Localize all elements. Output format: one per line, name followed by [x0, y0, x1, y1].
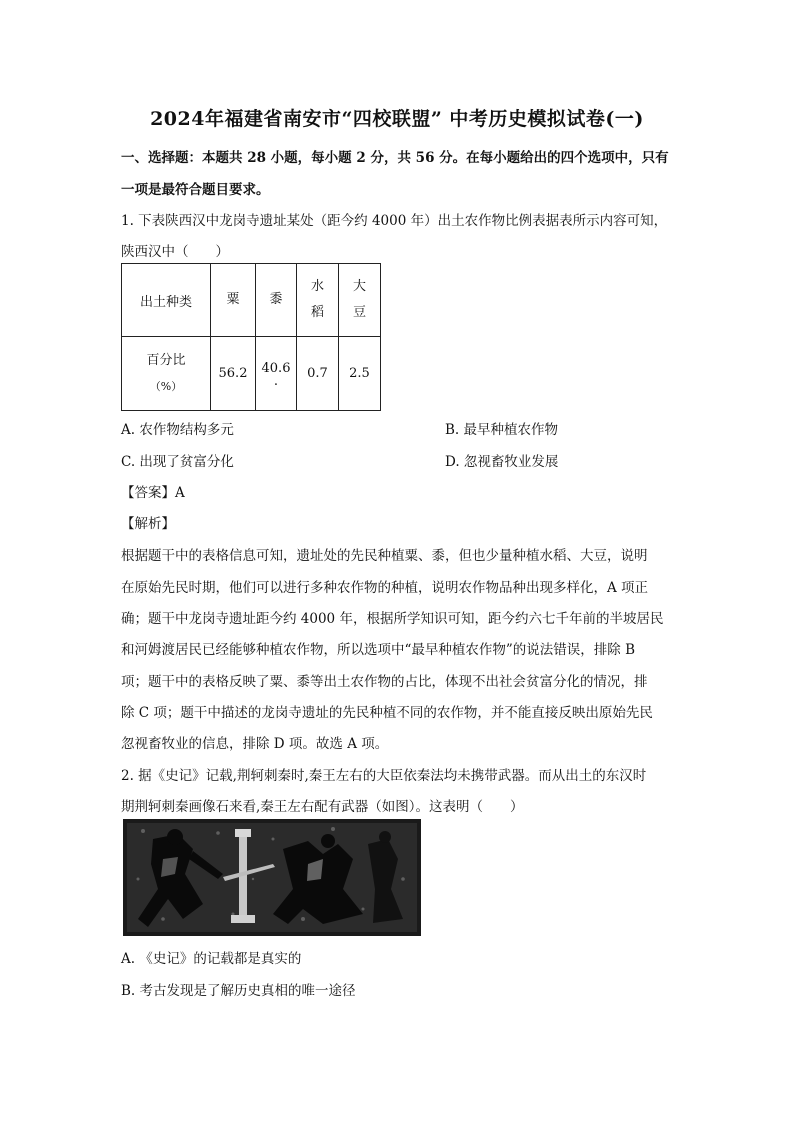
q1-stem-line-2: 陕西汉中（ ） — [121, 244, 229, 260]
q1-analysis-line: 在原始先民时期，他们可以进行多种农作物的种植，说明农作物品种出现多样化，A 项正 — [121, 580, 649, 596]
table-cell-value: 0.7 — [297, 337, 339, 411]
q1-analysis-label: 【解析】 — [121, 516, 175, 532]
table-cell-value: 40.6 . — [256, 337, 297, 411]
crop-ratio-table — [121, 263, 381, 411]
q2-option-a: A. 《史记》的记载都是真实的 — [121, 951, 302, 967]
q1-analysis-line: 项；题干中的表格反映了粟、黍等出土农作物的占比，体现不出社会贫富分化的情况，排 — [121, 674, 648, 690]
table-cell-crop: 大 豆 — [339, 264, 381, 337]
table-cell-value: 2.5 — [339, 337, 381, 411]
table-cell-crop: 水 稻 — [297, 264, 339, 337]
table-header-label: 出土种类 — [122, 264, 211, 337]
q1-analysis-line: 根据题干中的表格信息可知，遗址处的先民种植粟、黍，但也少量种植水稻、大豆，说明 — [121, 548, 648, 564]
section-instruction-line-1: 一、选择题：本题共 28 小题，每小题 2 分，共 56 分。在每小题给出的四个选项中，只有 — [121, 150, 669, 166]
table-row — [122, 264, 381, 337]
q1-analysis-line: 除 C 项；题干中描述的龙岗寺遗址的先民种植不同的农作物，并不能直接反映出原始先民 — [121, 705, 653, 721]
table-row-label: 百分比 （%） — [122, 337, 211, 411]
q1-option-d: D. 忽视畜牧业发展 — [445, 454, 559, 470]
q1-option-b: B. 最早种植农作物 — [445, 422, 559, 438]
table-cell-crop: 黍 — [256, 264, 297, 337]
table-row — [122, 337, 381, 411]
q1-analysis-line: 忽视畜牧业的信息，排除 D 项。故选 A 项。 — [121, 736, 389, 752]
q1-analysis-line: 和河姆渡居民已经能够种植农作物，所以选项中“最早种植农作物”的说法错误，排除 B — [121, 642, 636, 658]
q2-option-b: B. 考古发现是了解历史真相的唯一途径 — [121, 983, 356, 999]
q2-stem-line-2: 期荆轲刺秦画像石来看,秦王左右配有武器（如图）。这表明（ ） — [121, 799, 524, 815]
q1-analysis-line: 确；题干中龙岗寺遗址距今约 4000 年，根据所学知识可知，距今约六七千年前的半坡居民 — [121, 611, 664, 627]
q1-option-a: A. 农作物结构多元 — [121, 422, 234, 438]
q1-stem-line-1: 1. 下表陕西汉中龙岗寺遗址某处（距今约 4000 年）出土农作物比例表据表所示内容可知， — [121, 213, 668, 229]
q2-stem-line-1: 2. 据《史记》记载,荆轲刺秦时,秦王左右的大臣依秦法均未携带武器。而从出土的东汉时 — [121, 768, 647, 784]
q1-answer: 【答案】A — [121, 485, 185, 501]
exam-title: 2024年福建省南安市“四校联盟” 中考历史模拟试卷(一) — [150, 108, 644, 130]
stone-relief-image — [123, 819, 421, 936]
table-cell-crop: 粟 — [211, 264, 256, 337]
table-cell-value: 56.2 — [211, 337, 256, 411]
section-instruction-line-2: 一项是最符合题目要求。 — [121, 182, 270, 198]
q1-option-c: C. 出现了贫富分化 — [121, 454, 234, 470]
